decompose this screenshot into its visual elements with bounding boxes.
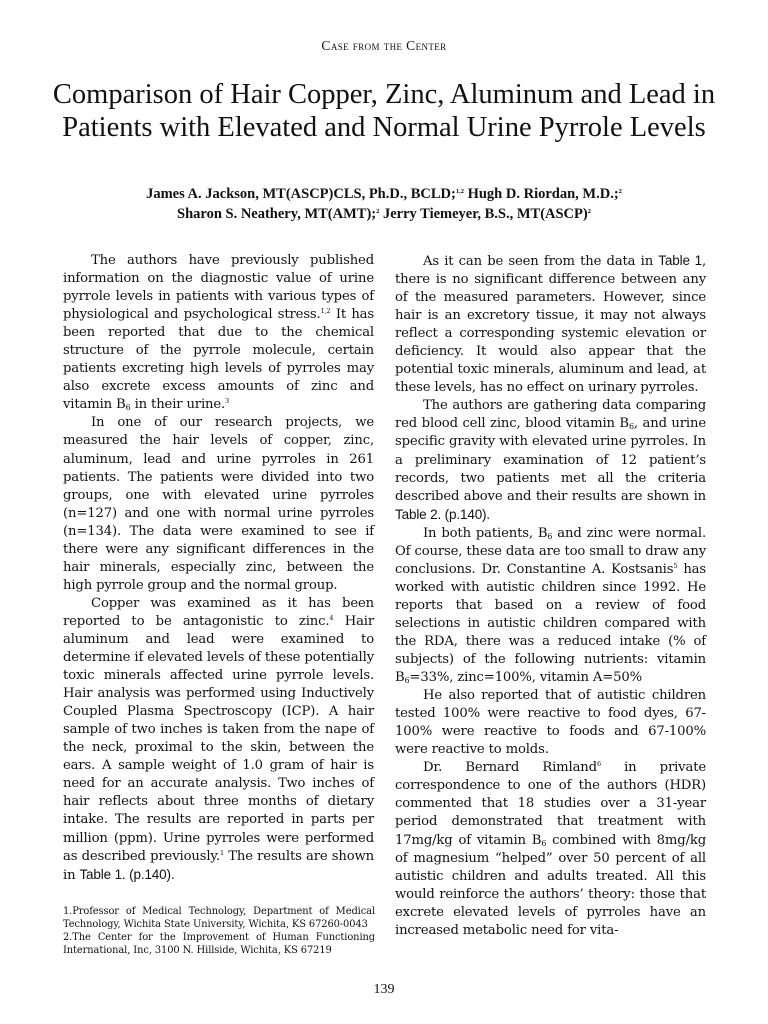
left-column — [63, 252, 374, 885]
body-paragraph: Dr. Bernard Rimland$^6$ in private correspondence to one of the authors (HDR) commented that 18 studies over a 31-year period demonstrated that treatment with 17mg/kg of vitamin $B_6$ combined with 8mg/kg of magnesium “helped” over 50 percent of all autistic children and adults treated. All this would reinforce the authors’ theory: those that excrete elevated levels of pyrroles have an increased metabolic need for vita- — [395, 760, 706, 938]
affiliation-mark: 2 — [376, 208, 380, 215]
subscript: 6 — [628, 422, 634, 432]
author-line-2 — [40, 204, 728, 224]
author-tiemeyer: Jerry Tiemeyer, B.S., MT(ASCP) — [379, 206, 588, 222]
table-reference[interactable]: Table 2. (p.140). — [395, 506, 491, 522]
affiliation-mark: 2 — [587, 208, 591, 215]
body-paragraph: The authors are gathering data comparing red blood cell zinc, blood vitamin $B_6$, and urine specific gravity with elevated urine pyrroles. In a preliminary examination of 12 patient’s records, two patients met all the criteria described above and their results are shown in Table 2. (p.140). — [395, 398, 706, 522]
author-list — [40, 184, 728, 224]
footnotes — [63, 905, 375, 957]
body-paragraph: In one of our research projects, we measured the hair levels of copper, zinc, aluminum, lead and urine pyrroles in 261 patients. The patients were divided into two groups, one with elevated urine pyrroles (n=127) and one with normal urine pyrroles (n=134). The data were examined to see if there were any significant differences in the hair minerals, especially zinc, between the high pyrrole group and the normal group. — [63, 415, 374, 593]
body-paragraph: As it can be seen from the data in Table 1, there is no significant difference between any of the measured parameters. However, since hair is an excretory tissue, it may not always reflect a corresponding systemic elevation or deficiency. It would also appear that the potential toxic minerals, aluminum and lead, at these levels, has no effect on urinary pyrroles. — [395, 253, 707, 396]
body-paragraph: He also reported that of autistic children tested 100% were reactive to food dyes, 67-100% were reactive to foods and 67-100% were reactive to molds. — [395, 688, 706, 758]
citation: 1,2 — [320, 307, 331, 316]
article-title: Comparison of Hair Copper, Zinc, Aluminum and Lead in Patients with Elevated and Normal Urine Pyrrole Levels — [52, 79, 716, 143]
section-header: Case from the Center — [321, 38, 447, 53]
citation: 6 — [596, 760, 601, 769]
body-paragraph: The authors have previously published information on the diagnostic value of urine pyrrole levels in patients with various types of physiological and psychological stress.$^{1,2}$ It has been reported that due to the chemical structure of the pyrrole molecule, certain patients excreting high levels of pyrroles may also excrete excess amounts of zinc and vitamin $B_6$ in their urine.$^3$ — [63, 253, 375, 413]
table-reference[interactable]: Table 1 — [658, 253, 702, 268]
subscript: 6 — [541, 838, 547, 848]
citation: 3 — [225, 397, 230, 406]
body-paragraph: In both patients, $B_6$ and zinc were normal. Of course, these data are too small to draw any conclusions. Dr. Constantine A. Kostsanis$^5$ has worked with autistic children since 1992. He reports that based on a review of food selections in autistic children compared with the RDA, there was a reduced intake (% of subjects) of the following nutrients: vitamin $B_6=33\%$, zinc=100%, vitamin A=50% — [395, 525, 706, 686]
author-jackson: James A. Jackson, MT(ASCP)CLS, Ph.D., BCLD; — [146, 186, 456, 202]
citation: 4 — [329, 613, 334, 622]
subscript: 6 — [404, 676, 410, 686]
page-number: 139 — [373, 982, 395, 997]
subscript: 6 — [125, 403, 131, 413]
citation: 5 — [673, 561, 678, 570]
citation: 1 — [219, 848, 224, 857]
right-column — [395, 252, 706, 940]
affiliation-mark: 1,2 — [455, 188, 464, 195]
subscript: 6 — [547, 531, 553, 541]
footnote-affiliation-1: 1.Professor of Medical Technology, Department of Medical Technology, Wichita State University, Wichita, KS 67260-0043 — [63, 906, 375, 930]
affiliation-mark: 2 — [618, 188, 622, 195]
author-neathery: Sharon S. Neathery, MT(AMT); — [177, 206, 377, 222]
body-paragraph: Copper was examined as it has been reported to be antagonistic to zinc.$^4$ Hair aluminum and lead were examined to determine if elevated levels of these potentially toxic minerals affected urine pyrrole levels. Hair analysis was performed using Inductively Coupled Plasma Spectroscopy (ICP). A hair sample of two inches is taken from the nape of the neck, proximal to the skin, between the ears. A sample weight of 1.0 gram of hair is need for an accurate analysis. Two inches of hair reflects about three months of dietary intake. The results are reported in parts per million (ppm). Urine pyrroles were performed as described previously.$^1$ The results are shown in Table 1. (p.140). — [63, 595, 375, 883]
footnote-affiliation-2: 2.The Center for the Improvement of Human Functioning International, Inc, 3100 N. Hillside, Wichita, KS 67219 — [63, 932, 375, 956]
author-riordan: Hugh D. Riordan, M.D.; — [463, 186, 619, 202]
table-reference[interactable]: Table 1. (p.140). — [79, 866, 175, 882]
author-line-1 — [40, 184, 728, 204]
